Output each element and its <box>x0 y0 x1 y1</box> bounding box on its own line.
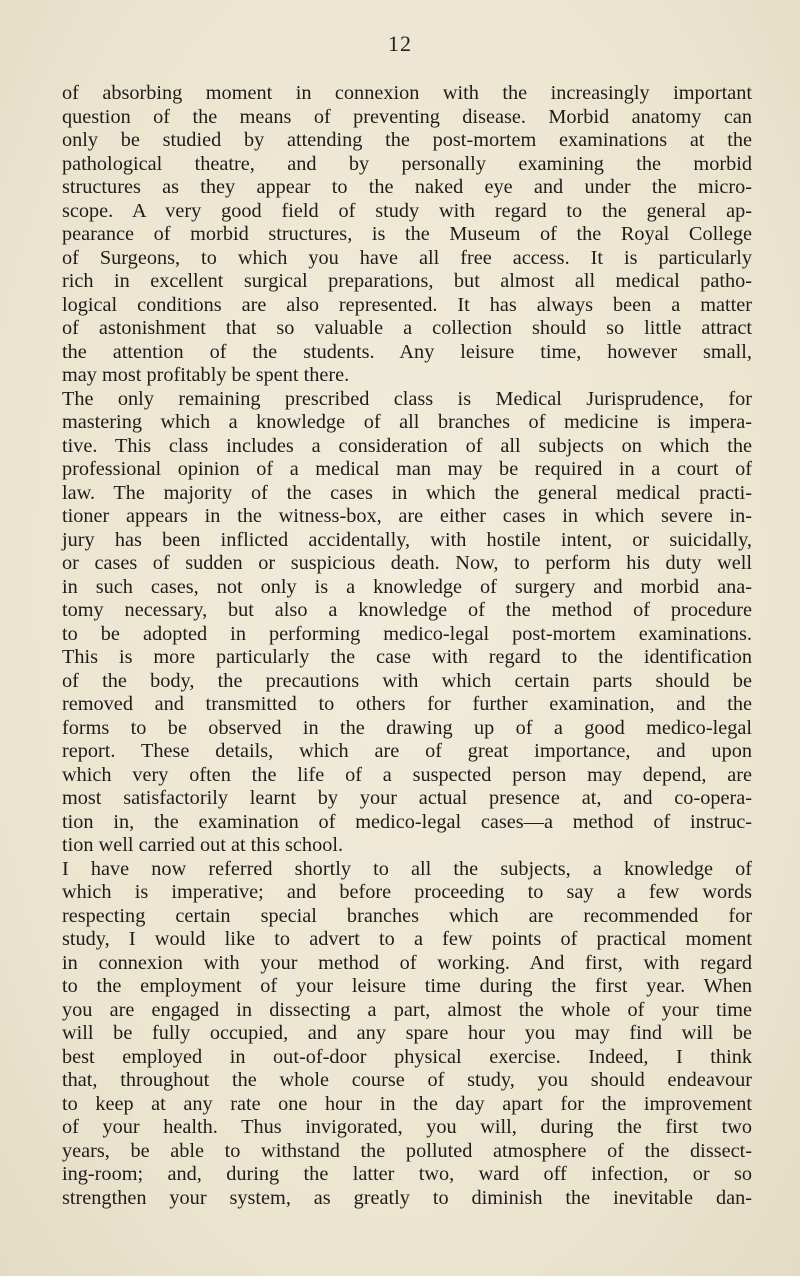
text-line: ing-room; and, during the latter two, ward off infection, or so <box>62 1163 752 1185</box>
text-line: that, throughout the whole course of study, you should endeavour <box>62 1069 752 1091</box>
text-line: only be studied by attending the post-mortem examinations at the <box>62 129 752 151</box>
text-line: in such cases, not only is a knowledge of surgery and morbid ana- <box>62 575 752 598</box>
text-line: of astonishment that so valuable a collection should so little attract <box>62 317 752 339</box>
text-line: which very often the life of a suspected person may depend, are <box>62 763 752 786</box>
text-line: of the body, the precautions with which certain parts should be <box>62 669 752 692</box>
text-line: will be fully occupied, and any spare hour you may find will be <box>62 1022 752 1044</box>
text-line: years, be able to withstand the polluted atmosphere of the dissect- <box>62 1139 752 1162</box>
text-line: This is more particularly the case with regard to the identification <box>62 646 752 668</box>
text-line: The only remaining prescribed class is Medical Jurisprudence, for <box>62 387 752 410</box>
text-line: pearance of morbid structures, is the Museum of the Royal College <box>62 223 752 245</box>
text-line: rich in excellent surgical preparations, but almost all medical patho- <box>62 270 752 292</box>
body-text <box>62 82 752 1210</box>
text-line: mastering which a knowledge of all branches of medicine is impera- <box>62 411 752 433</box>
text-line: law. The majority of the cases in which the general medical practi- <box>62 481 752 504</box>
text-line: professional opinion of a medical man may be required in a court of <box>62 458 752 480</box>
page-number: 12 <box>388 31 412 56</box>
text-line: logical conditions are also represented. It has always been a matter <box>62 293 752 316</box>
text-line: tomy necessary, but also a knowledge of the method of procedure <box>62 599 752 621</box>
text-line: best employed in out-of-door physical exercise. Indeed, I think <box>62 1045 752 1068</box>
text-line: scope. A very good field of study with regard to the general ap- <box>62 199 752 222</box>
text-line: tion well carried out at this school. <box>62 834 344 856</box>
text-line: in connexion with your method of working. And first, with regard <box>62 951 752 974</box>
text-line: tion in, the examination of medico-legal cases—a method of instruc- <box>62 810 752 833</box>
text-line: respecting certain special branches which are recommended for <box>62 904 752 927</box>
text-line: to keep at any rate one hour in the day apart for the improvement <box>62 1092 752 1115</box>
text-line: jury has been inflicted accidentally, with hostile intent, or suicidally, <box>62 528 752 551</box>
text-line: I have now referred shortly to all the subjects, a knowledge of <box>62 857 752 880</box>
text-line: may most profitably be spent there. <box>62 364 350 386</box>
text-line: you are engaged in dissecting a part, almost the whole of your time <box>62 998 752 1021</box>
text-line: structures as they appear to the naked eye and under the micro- <box>62 176 752 198</box>
text-line: most satisfactorily learnt by your actual presence at, and co-opera- <box>62 787 752 809</box>
text-line: which is imperative; and before proceeding to say a few words <box>62 881 752 903</box>
text-line: of Surgeons, to which you have all free access. It is particularly <box>62 246 752 269</box>
text-line: strengthen your system, as greatly to diminish the inevitable dan- <box>62 1186 752 1209</box>
text-line: tive. This class includes a consideration of all subjects on which the <box>62 434 752 457</box>
text-line: tioner appears in the witness-box, are either cases in which severe in- <box>62 505 752 527</box>
text-line: report. These details, which are of great importance, and upon <box>62 740 752 762</box>
text-line: question of the means of preventing disease. Morbid anatomy can <box>62 105 752 128</box>
text-line: of absorbing moment in connexion with the increasingly important <box>62 82 752 104</box>
text-line: of your health. Thus invigorated, you will, during the first two <box>62 1116 752 1138</box>
text-line: the attention of the students. Any leisure time, however small, <box>62 340 752 363</box>
text-line: to the employment of your leisure time during the first year. When <box>62 975 752 997</box>
text-line: to be adopted in performing medico-legal post-mortem examinations. <box>62 622 752 645</box>
text-line: or cases of sudden or suspicious death. Now, to perform his duty well <box>62 552 752 574</box>
text-line: pathological theatre, and by personally examining the morbid <box>62 152 752 175</box>
text-line: forms to be observed in the drawing up of a good medico-legal <box>62 716 752 739</box>
text-line: study, I would like to advert to a few points of practical moment <box>62 928 752 950</box>
text-line: removed and transmitted to others for further examination, and the <box>62 693 752 715</box>
